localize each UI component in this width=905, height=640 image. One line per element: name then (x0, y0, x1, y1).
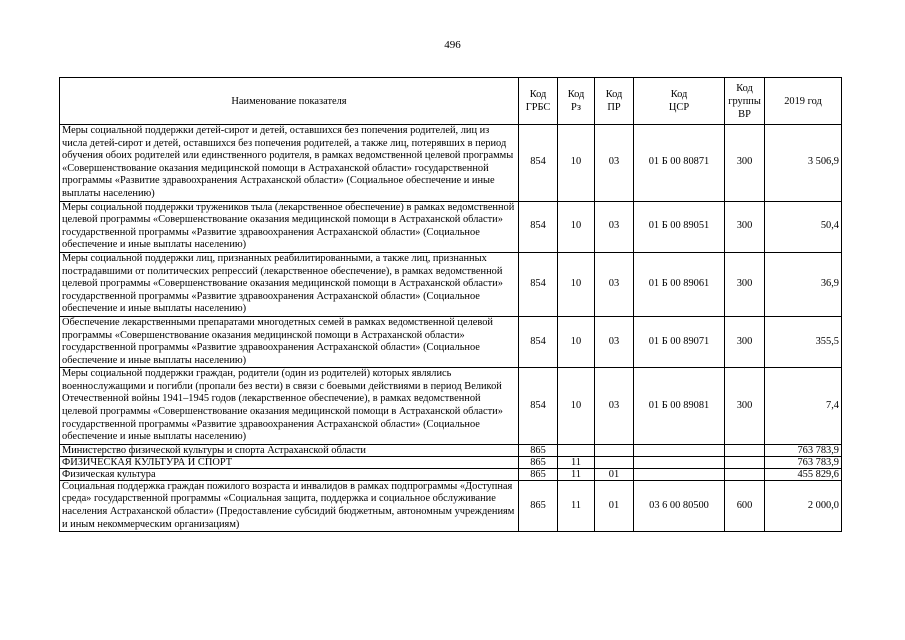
row-grbs: 865 (519, 480, 558, 531)
row-rz: 10 (558, 368, 595, 445)
table-row (60, 125, 842, 202)
row-rz: 10 (558, 316, 595, 367)
table-header-row (60, 78, 842, 125)
row-amount: 3 506,9 (765, 125, 842, 202)
row-rz: 10 (558, 125, 595, 202)
row-csr (634, 456, 725, 468)
row-rz: 10 (558, 201, 595, 252)
row-vr: 600 (725, 480, 765, 531)
header-csr: Код ЦСР (634, 78, 725, 125)
row-csr (634, 444, 725, 456)
row-grbs: 854 (519, 316, 558, 367)
header-name: Наименование показателя (60, 78, 519, 125)
table-row (60, 368, 842, 445)
row-vr: 300 (725, 368, 765, 445)
row-pr: 03 (595, 252, 634, 316)
row-amount: 763 783,9 (765, 456, 842, 468)
row-rz: 11 (558, 456, 595, 468)
row-name: Меры социальной поддержки тружеников тыла (лекарственное обеспечение) в рамках ведомственной целевой программы «Совершенствование оказания медицинской помощи в Астраханской области» государственной программы «Развитие здравоохранения Астраханской области» (Социальное обеспечение и иные выплаты населению) (60, 201, 519, 252)
row-rz: 11 (558, 468, 595, 480)
row-pr: 03 (595, 316, 634, 367)
row-csr (634, 468, 725, 480)
row-csr: 01 Б 00 89081 (634, 368, 725, 445)
table-row (60, 468, 842, 480)
table-row (60, 456, 842, 468)
row-name: Физическая культура (60, 468, 519, 480)
row-amount: 7,4 (765, 368, 842, 445)
row-pr: 03 (595, 368, 634, 445)
row-name: Меры социальной поддержки лиц, признанных реабилитированными, а также лиц, признанных пострадавшими от политических репрессий (лекарственное обеспечение), в рамках ведомственной целевой программы «Совершенствование оказания медицинской помощи в Астраханской области» государственной программы «Развитие здравоохранения Астраханской области» (Социальное обеспечение и иные выплаты населению) (60, 252, 519, 316)
row-name: ФИЗИЧЕСКАЯ КУЛЬТУРА И СПОРТ (60, 456, 519, 468)
row-vr (725, 444, 765, 456)
row-rz: 11 (558, 480, 595, 531)
row-grbs: 865 (519, 468, 558, 480)
row-csr: 01 Б 00 89071 (634, 316, 725, 367)
row-vr: 300 (725, 125, 765, 202)
header-rz: Код Рз (558, 78, 595, 125)
row-name: Социальная поддержка граждан пожилого возраста и инвалидов в рамках подпрограммы «Доступная среда» государственной программы «Социальная защита, поддержка и социальное обслуживание населения Астраханской области» (Предоставление субсидий бюджетным, автономным учреждениям и иным некоммерческим организациям) (60, 480, 519, 531)
row-csr: 01 Б 00 89061 (634, 252, 725, 316)
row-rz (558, 444, 595, 456)
row-name: Обеспечение лекарственными препаратами многодетных семей в рамках ведомственной целевой программы «Совершенствование оказания медицинской помощи в Астраханской области» государственной программы «Развитие здравоохранения Астраханской области» (Социальное обеспечение и иные выплаты населению) (60, 316, 519, 367)
row-pr: 01 (595, 480, 634, 531)
row-grbs: 865 (519, 456, 558, 468)
table-row (60, 201, 842, 252)
header-pr: Код ПР (595, 78, 634, 125)
table-row (60, 444, 842, 456)
row-vr: 300 (725, 316, 765, 367)
header-year: 2019 год (765, 78, 842, 125)
row-amount: 36,9 (765, 252, 842, 316)
row-pr: 03 (595, 201, 634, 252)
row-pr: 01 (595, 468, 634, 480)
row-amount: 50,4 (765, 201, 842, 252)
row-csr: 01 Б 00 89051 (634, 201, 725, 252)
page-number: 496 (444, 39, 461, 51)
row-grbs: 854 (519, 368, 558, 445)
row-grbs: 854 (519, 125, 558, 202)
row-grbs: 865 (519, 444, 558, 456)
row-pr (595, 444, 634, 456)
row-name: Меры социальной поддержки детей-сирот и детей, оставшихся без попечения родителей, лиц из числа детей-сирот и детей, оставшихся без попечения родителей, а также лиц, потерявших в период обучения обоих родителей или единственного родителя, в рамках ведомственной целевой программы «Совершенствование оказания медицинской помощи в Астраханской области» государственной программы «Развитие здравоохранения Астраханской области» (Социальное обеспечение и иные выплаты населению) (60, 125, 519, 202)
row-csr: 01 Б 00 80871 (634, 125, 725, 202)
table-row (60, 316, 842, 367)
row-pr (595, 456, 634, 468)
row-grbs: 854 (519, 201, 558, 252)
row-rz: 10 (558, 252, 595, 316)
row-name: Меры социальной поддержки граждан, родители (один из родителей) которых являлись военнослужащими и погибли (пропали без вести) в связи с боевыми действиями в период Великой Отечественной войны 1941–1945 годов (лекарственное обеспечение), в рамках ведомственной целевой программы «Совершенствование оказания медицинской помощи в Астраханской области» государственной программы «Развитие здравоохранения Астраханской области» (Социальное обеспечение и иные выплаты населению) (60, 368, 519, 445)
budget-table (59, 77, 842, 532)
row-name: Министерство физической культуры и спорта Астраханской области (60, 444, 519, 456)
table-row (60, 480, 842, 531)
row-amount: 2 000,0 (765, 480, 842, 531)
row-vr: 300 (725, 201, 765, 252)
row-pr: 03 (595, 125, 634, 202)
row-vr (725, 456, 765, 468)
row-csr: 03 6 00 80500 (634, 480, 725, 531)
header-vr: Код группы ВР (725, 78, 765, 125)
row-amount: 355,5 (765, 316, 842, 367)
row-vr: 300 (725, 252, 765, 316)
table-row (60, 252, 842, 316)
row-amount: 455 829,6 (765, 468, 842, 480)
header-grbs: Код ГРБС (519, 78, 558, 125)
row-vr (725, 468, 765, 480)
row-amount: 763 783,9 (765, 444, 842, 456)
row-grbs: 854 (519, 252, 558, 316)
